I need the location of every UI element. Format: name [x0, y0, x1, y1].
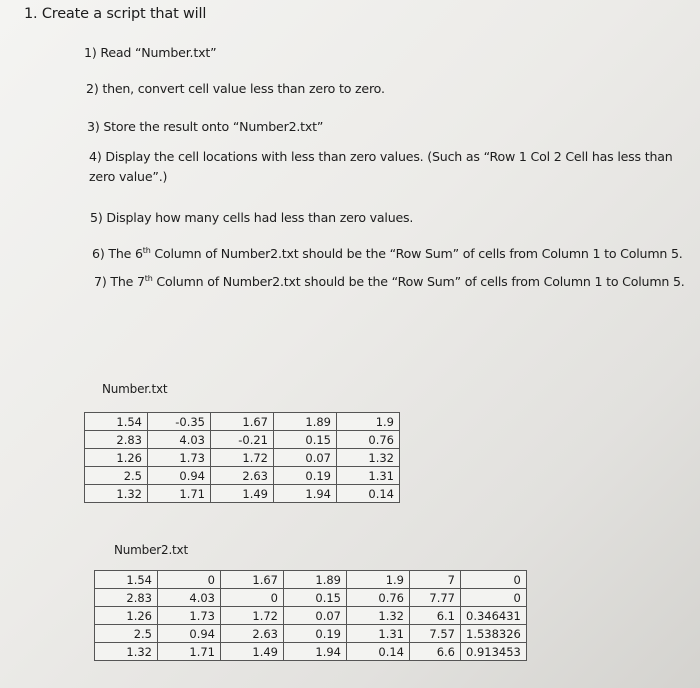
table-cell: 1.73: [148, 449, 211, 467]
table-cell: 1.49: [221, 643, 284, 661]
table-row: [85, 413, 400, 431]
table-cell: 0.14: [337, 485, 400, 503]
table-cell: 1.67: [211, 413, 274, 431]
number-table: [84, 412, 400, 503]
table-cell: 0: [221, 589, 284, 607]
table-cell: 0.19: [274, 467, 337, 485]
table-cell: 1.32: [85, 485, 148, 503]
table-row: [95, 643, 527, 661]
table-cell: 1.72: [211, 449, 274, 467]
table-cell: 0.19: [284, 625, 347, 643]
table-cell: 1.71: [158, 643, 221, 661]
assignment-heading: 1. Create a script that will: [24, 6, 207, 22]
table-row: [95, 625, 527, 643]
table-cell: 7: [410, 571, 461, 589]
step-7-prefix: 7) The 7: [94, 274, 145, 289]
table-cell: 0.94: [148, 467, 211, 485]
table-cell: 6.1: [410, 607, 461, 625]
step-6: [92, 244, 683, 264]
table-cell: -0.21: [211, 431, 274, 449]
table-cell: 0: [461, 589, 527, 607]
table-cell: 1.32: [95, 643, 158, 661]
table-row: [85, 485, 400, 503]
table-row: [85, 449, 400, 467]
table-cell: 0.913453: [461, 643, 527, 661]
table-cell: 1.71: [148, 485, 211, 503]
table-cell: 0.94: [158, 625, 221, 643]
table-cell: 7.57: [410, 625, 461, 643]
table-row: [95, 589, 527, 607]
table-row: [95, 607, 527, 625]
table-cell: 1.72: [221, 607, 284, 625]
table-cell: 1.31: [347, 625, 410, 643]
step-7-text: Column of Number2.txt should be the “Row Sum” of cells from Column 1 to Column 5.: [152, 274, 685, 289]
table-cell: 0.76: [347, 589, 410, 607]
table-cell: 0.15: [284, 589, 347, 607]
table-cell: 2.63: [211, 467, 274, 485]
table-cell: -0.35: [148, 413, 211, 431]
step-5: 5) Display how many cells had less than zero values.: [90, 210, 414, 225]
table-row: [85, 431, 400, 449]
table-cell: 1.9: [337, 413, 400, 431]
table-row: [85, 467, 400, 485]
table-cell: 2.83: [95, 589, 158, 607]
table-cell: 1.32: [347, 607, 410, 625]
table-cell: 0.07: [284, 607, 347, 625]
step-6-text: Column of Number2.txt should be the “Row Sum” of cells from Column 1 to Column 5.: [150, 246, 683, 261]
table-cell: 1.49: [211, 485, 274, 503]
table-cell: 1.26: [85, 449, 148, 467]
number2-table: [94, 570, 527, 661]
step-7: [94, 272, 685, 292]
table-cell: 1.54: [85, 413, 148, 431]
table-cell: 2.5: [85, 467, 148, 485]
table-cell: 1.538326: [461, 625, 527, 643]
table-cell: 1.89: [284, 571, 347, 589]
number-table-label: Number.txt: [102, 382, 168, 396]
table-cell: 7.77: [410, 589, 461, 607]
table-cell: 0: [158, 571, 221, 589]
step-6-superscript: th: [142, 245, 151, 255]
table-row: [95, 571, 527, 589]
table-cell: 1.73: [158, 607, 221, 625]
step-6-prefix: 6) The 6: [92, 246, 143, 261]
table-cell: 1.9: [347, 571, 410, 589]
table-cell: 1.32: [337, 449, 400, 467]
table-cell: 1.67: [221, 571, 284, 589]
table-cell: 2.5: [95, 625, 158, 643]
table-cell: 0.07: [274, 449, 337, 467]
table-cell: 1.26: [95, 607, 158, 625]
table-cell: 2.63: [221, 625, 284, 643]
step-2: 2) then, convert cell value less than zero to zero.: [86, 81, 385, 96]
table-cell: 0.346431: [461, 607, 527, 625]
step-7-superscript: th: [144, 273, 153, 283]
table-cell: 0: [461, 571, 527, 589]
number2-table-label: Number2.txt: [114, 543, 188, 557]
table-cell: 1.94: [274, 485, 337, 503]
step-3: 3) Store the result onto “Number2.txt”: [87, 119, 324, 134]
table-cell: 0.15: [274, 431, 337, 449]
table-cell: 1.54: [95, 571, 158, 589]
step-4: 4) Display the cell locations with less than zero values. (Such as “Row 1 Col 2 Cell has less than zero value”.): [89, 149, 673, 184]
table-cell: 0.76: [337, 431, 400, 449]
table-cell: 6.6: [410, 643, 461, 661]
table-cell: 4.03: [158, 589, 221, 607]
table-cell: 1.89: [274, 413, 337, 431]
table-cell: 0.14: [347, 643, 410, 661]
table-cell: 4.03: [148, 431, 211, 449]
step-1: 1) Read “Number.txt”: [84, 45, 217, 60]
table-cell: 1.94: [284, 643, 347, 661]
table-cell: 1.31: [337, 467, 400, 485]
table-cell: 2.83: [85, 431, 148, 449]
